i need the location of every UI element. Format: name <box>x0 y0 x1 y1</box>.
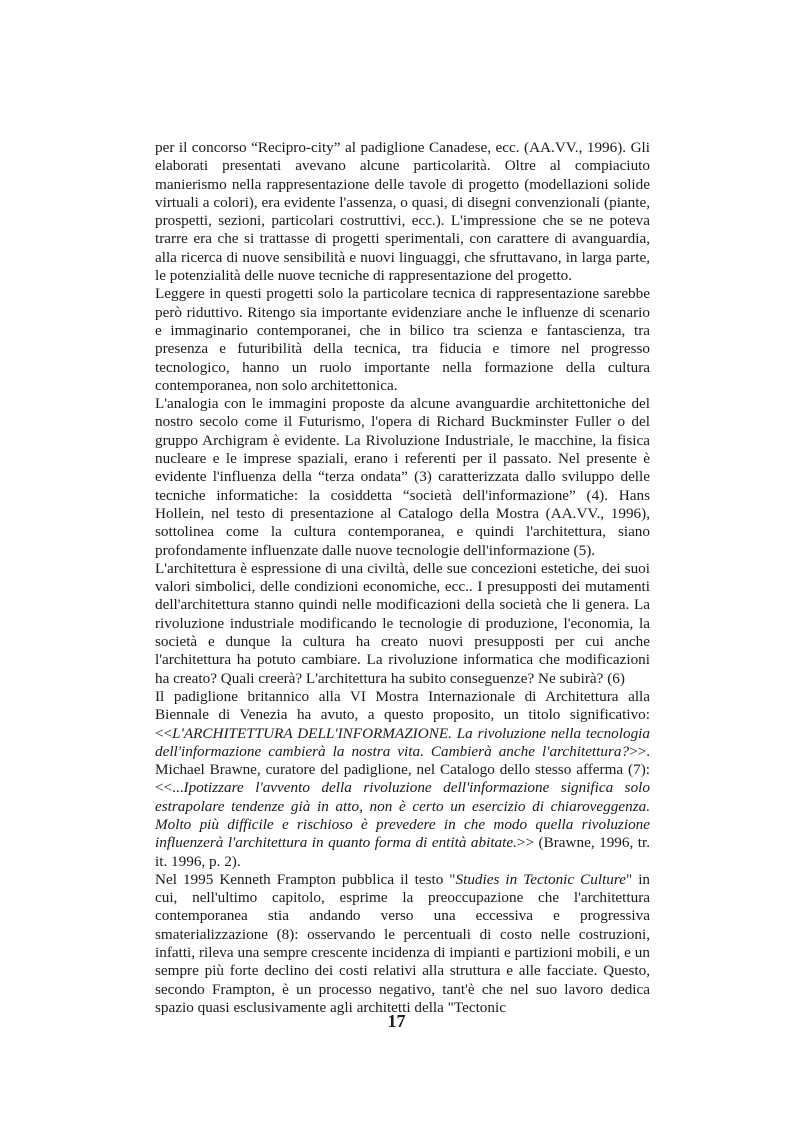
page-number: 17 <box>387 1011 406 1031</box>
text-run: L'analogia con le immagini proposte da alcune avanguardie architettoniche del nostro secolo come il Futurismo, l'opera di Richard Buckminster Fuller o del gruppo Archigram è evidente. La Rivoluzione Industriale, le macchine, la fisica nucleare e le imprese spaziali, erano i referenti per il passato. Nel presente è evidente l'influenza della “terza ondata” (3) caratterizzata dallo sviluppo delle tecniche informatiche: la cosiddetta “società dell'informazione” (4). Hans Hollein, nel testo di presentazione al Catalogo della Mostra (AA.VV., 1996), sottolinea come la cultura contemporanea, e quindi l'architettura, siano profondamente influenzate dalle nuove tecnologie dell'informazione (5). <box>155 395 650 559</box>
italic-text-run: Ipotizzare l'avvento della rivoluzione dell'informazione significa solo estrapolare tendenze già in atto, non è certo un esercizio di chiaroveggenza. Molto più difficile e rischioso è prevedere in che modo quella rivoluzione influenzerà l'architettura in quanto forma di entità abitate. <box>155 779 650 852</box>
paragraph <box>155 395 650 560</box>
text-run: L'architettura è espressione di una civiltà, delle sue concezioni estetiche, dei suoi valori simbolici, delle condizioni economiche, ecc.. I presupposti dei mutamenti dell'architettura stanno quindi nelle modificazioni della società che li genera. La rivoluzione industriale modificando le tecnologie di produzione, l'economia, la società e dunque la cultura ha creato nuovi presupposti per cui anche l'architettura ha potuto cambiare. La rivoluzione informatica che modificazioni ha creato? Quali creerà? L'architettura ha subito conseguenze? Ne subirà? (6) <box>155 559 650 687</box>
paragraph <box>155 871 650 1017</box>
paragraph <box>155 560 650 688</box>
text-run: per il concorso “Recipro-city” al padiglione Canadese, ecc. (AA.VV., 1996). Gli elaborati presentati avevano alcune particolarità. Oltre al compiaciuto manierismo nella rappresentazione delle tavole di progetto (modellazioni solide virtuali a colori), era evidente l'assenza, o quasi, di disegni convenzionali (piante, prospetti, sezioni, particolari costruttivi, ecc.). L'impressione che se ne poteva trarre era che si trattasse di progetti sperimentali, con carattere di avanguardia, alla ricerca di nuove sensibilità e nuovi linguaggi, che sfruttavano, in larga parte, le potenzialità delle nuove tecniche di rappresentazione del progetto. <box>155 139 650 285</box>
paragraph <box>155 688 650 871</box>
text-run: " in cui, nell'ultimo capitolo, esprime la preoccupazione che l'architettura contemporanea stia andando verso una eccessiva e progressiva smaterializzazione (8): osservando le percentuali di costo nelle costruzioni, infatti, rileva una sempre crescente incidenza di impianti e partizioni mobili, e un sempre più forte declino dei costi relativi alla struttura e alle facciate. Questo, secondo Frampton, è un processo negativo, tant'è che nel suo lavoro dedica spazio quasi esclusivamente agli architetti della "Tectonic <box>155 870 651 1016</box>
paragraph <box>155 285 650 395</box>
text-run: Il padiglione britannico alla VI Mostra Internazionale di Architettura alla Biennale di Venezia ha avuto, a questo proposito, un titolo significativo: << <box>155 687 650 742</box>
text-run: >> (Brawne, 1996, tr. it. 1996, p. 2). <box>155 834 651 870</box>
italic-text-run: Studies in Tectonic Culture <box>455 870 626 888</box>
paragraph <box>155 139 650 285</box>
italic-text-run: L'ARCHITETTURA DELL'INFORMAZIONE. La rivoluzione nella tecnologia dell'informazione cambierà la nostra vita. Cambierà anche l'architettura? <box>155 724 650 760</box>
text-run: Nel 1995 Kenneth Frampton pubblica il testo " <box>155 870 456 888</box>
text-run: Leggere in questi progetti solo la particolare tecnica di rappresentazione sarebbe però riduttivo. Ritengo sia importante evidenziare anche le influenze di scenario e immaginario contemporanei, che in bilico tra scienza e fantascienza, tra presenza e futuribilità della tecnica, tra fiducia e timore nel progresso tecnologico, hanno un ruolo importante nella formazione della cultura contemporanea, non solo architettonica. <box>155 285 650 394</box>
body-text <box>155 139 650 1017</box>
text-run: >>. Michael Brawne, curatore del padiglione, nel Catalogo dello stesso afferma (7): <<... <box>155 742 650 797</box>
